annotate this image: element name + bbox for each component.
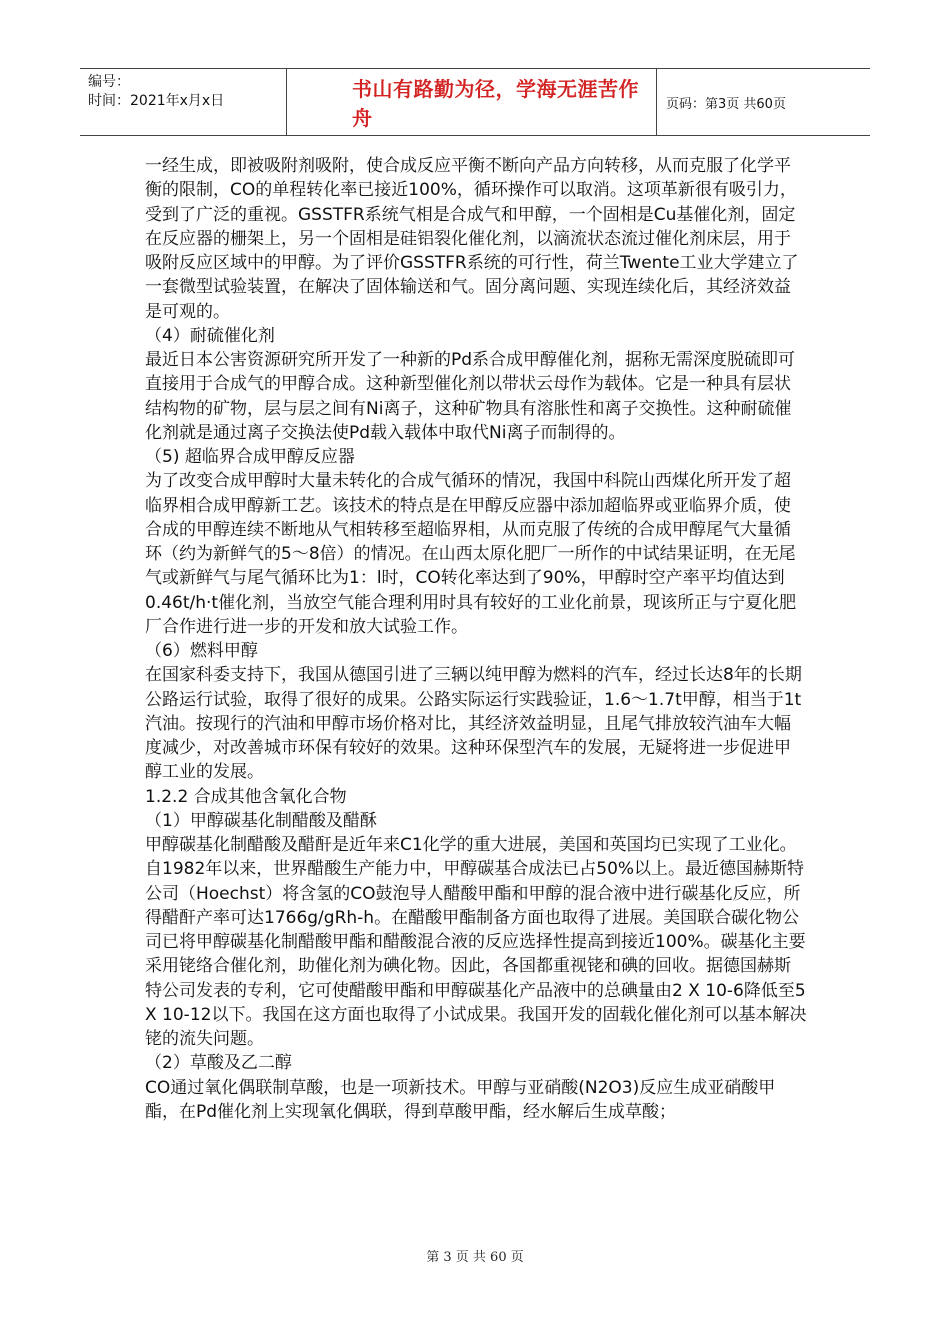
header-motto: 书山有路勤为径，学海无涯苦作舟: [352, 77, 639, 130]
section-heading: （5) 超临界合成甲醇反应器: [145, 447, 355, 467]
paragraph: 甲醇碳基化制醋酸及醋酐是近年来C1化学的重大进展，美国和英国均已实现了工业化。自1982年以来，世界醋酸生产能力中，甲醇碳基合成法已占50%以上。最近德国赫斯特公司（Hoechst）将含氢的CO鼓泡导人醋酸甲酯和甲醇的混合液中进行碳基化反应，所得醋酐产率可达1766g/gRh-h。在醋酸甲酯制备方面也取得了进展。美国联合碳化物公司已将甲醇碳基化制醋酸甲酯和醋酸混合液的反应选择性提高到接近100%。碳基化主要采用铑络合催化剂，助催化剂为碘化物。因此，各国都重视铑和碘的回收。据德国赫斯特公司发表的专利，它可使醋酸甲酯和甲醇碳基化产品液中的总碘量由2 X 10-6降低至5 X 10-12以下。我国在这方面也取得了小试成果。我国开发的固载化催化剂可以基本解决铑的流失问题。: [145, 835, 807, 1049]
page-footer: 第 3 页 共 60 页: [426, 1250, 524, 1265]
section-heading: 1.2.2 合成其他含氧化合物: [145, 786, 347, 807]
section-heading: （1）甲醇碳基化制醋酸及醋酥: [145, 810, 377, 831]
header-divider: [656, 69, 657, 135]
header-divider: [286, 69, 287, 135]
section-heading: （2）草酸及乙二醇: [145, 1053, 292, 1074]
paragraph: 最近日本公害资源研究所开发了一种新的Pd系合成甲醇催化剂，据称无需深度脱硫即可直接用于合成气的甲醇合成。这种新型催化剂以带状云母作为载体。它是一种具有层状结构物的矿物，层与层之间有Ni离子，这种矿物具有溶胀性和离子交换性。这种耐硫催化剂就是通过离子交换法使Pd载入载体中取代Ni离子而制得的。: [145, 350, 796, 443]
section-heading: （4）耐硫催化剂: [145, 325, 275, 346]
header-page-info: 页码：第3页 共60页: [666, 96, 786, 112]
time-label: 时间：2021年x月x日: [88, 93, 225, 109]
paragraph: CO通过氧化偶联制草酸，也是一项新技术。甲醇与亚硝酸(N2O3)反应生成亚硝酸甲酯，在Pd催化剂上实现氧化偶联，得到草酸甲酯，经水解后生成草酸；: [145, 1077, 776, 1122]
paragraph: 为了改变合成甲醇时大量未转化的合成气循环的情况，我国中科院山西煤化所开发了超临界相合成甲醇新工艺。该技术的特点是在甲醇反应器中添加超临界或亚临界介质，使合成的甲醇连续不断地从气相转移至超临界相，从而克服了传统的合成甲醇尾气大量循环（约为新鲜气的5～8倍）的情况。在山西太原化肥厂一所作的中试结果证明，在无尾气或新鲜气与尾气循环比为1：l时，CO转化率达到了90%，甲醇时空产率平均值达到0.46t/h·t催化剂，当放空气能合理利用时具有较好的工业化前景，现该所正与宁夏化肥厂合作进行进一步的开发和放大试验工作。: [145, 471, 797, 637]
header-meta: [88, 73, 224, 111]
paragraph: 在国家科委支持下，我国从德国引进了三辆以纯甲醇为燃料的汽车，经过长达8年的长期公路运行试验，取得了很好的成果。公路实际运行实践验证，1.6～1.7t甲醇，相当于1t汽油。按现行的汽油和甲醇市场价格对比，其经济效益明显，且尾气排放较汽油车大幅度减少，对改善城市环保有较好的效果。这种环保型汽车的发展，无疑将进一步促进甲醇工业的发展。: [145, 665, 802, 783]
code-label: 编号：: [88, 74, 130, 90]
document-body: [145, 154, 807, 1124]
paragraph: 一经生成，即被吸附剂吸附，使合成反应平衡不断向产品方向转移，从而克服了化学平衡的限制，CO的单程转化率已接近100%，循环操作可以取消。这项革新很有吸引力，受到了广泛的重视。GSSTFR系统气相是合成气和甲醇，一个固相是Cu基催化剂，固定在反应器的栅架上，另一个固相是硅铝裂化催化剂，以滴流状态流过催化剂床层，用于吸附反应区域中的甲醇。为了评价GSSTFR系统的可行性，荷兰Twente工业大学建立了一套微型试验装置，在解决了固体输送和气。固分离问题、实现连续化后，其经济效益是可观的。: [145, 156, 799, 322]
section-heading: （6）燃料甲醇: [145, 641, 258, 661]
page-header: [80, 68, 870, 136]
